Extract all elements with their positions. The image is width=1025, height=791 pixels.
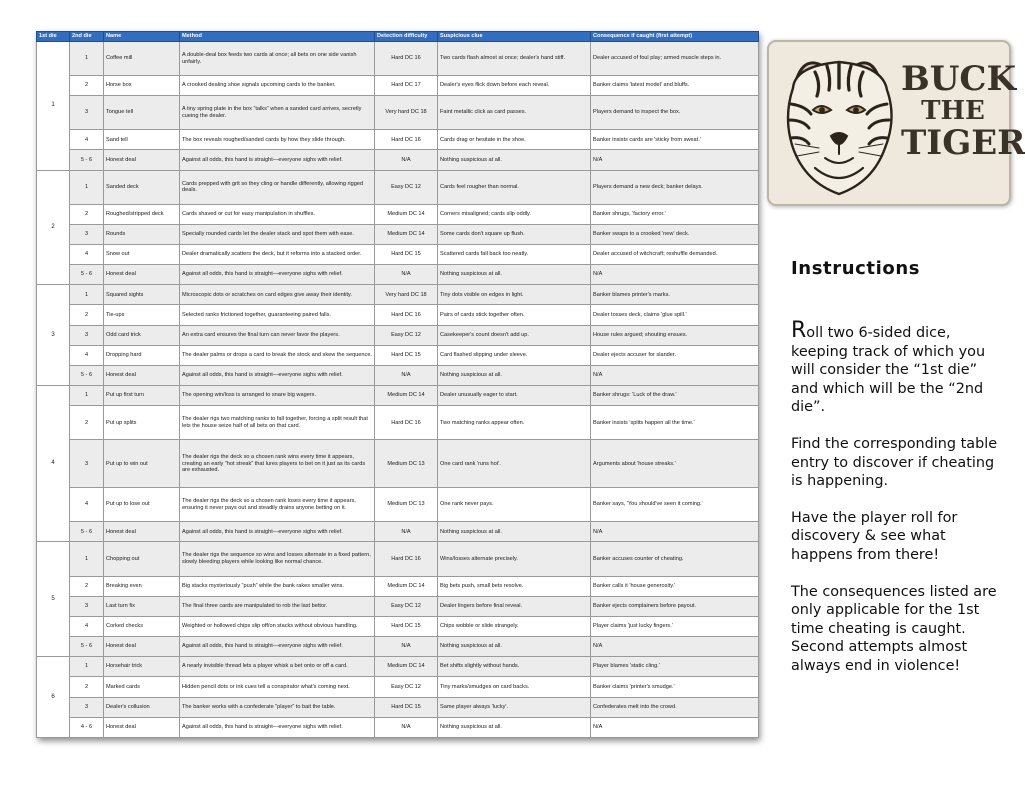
- die2-cell: 3: [70, 697, 104, 717]
- method-cell: A crooked dealing shoe signals upcoming cards to the banker.: [180, 76, 375, 96]
- name-cell: Honest deal: [104, 717, 180, 737]
- clue-cell: Two cards flash almost at once; dealer's hand stiff.: [438, 42, 591, 76]
- name-cell: Horse box: [104, 76, 180, 96]
- name-cell: Breaking even: [104, 576, 180, 596]
- method-cell: The dealer rigs the deck so a chosen rank loses every time it appears, ensuring it never pays out and steadily drains anyone betting on it.: [180, 488, 375, 522]
- table-row: [37, 345, 759, 365]
- name-cell: Tongue tell: [104, 96, 180, 130]
- die2-cell: 2: [70, 204, 104, 224]
- difficulty-cell: N/A: [375, 522, 438, 542]
- table-row: [37, 576, 759, 596]
- table-row: [37, 542, 759, 576]
- method-cell: Against all odds, this hand is straight—everyone sighs with relief.: [180, 265, 375, 285]
- table-row: [37, 616, 759, 636]
- method-cell: Against all odds, this hand is straight—everyone sighs with relief.: [180, 150, 375, 170]
- die2-cell: 2: [70, 76, 104, 96]
- die2-cell: 2: [70, 576, 104, 596]
- die2-cell: 4: [70, 244, 104, 264]
- die2-cell: 4 - 6: [70, 717, 104, 737]
- clue-cell: Casekeeper's count doesn't add up.: [438, 325, 591, 345]
- difficulty-cell: Hard DC 15: [375, 345, 438, 365]
- clue-cell: Nothing suspicious at all.: [438, 150, 591, 170]
- table-row: [37, 325, 759, 345]
- consequence-cell: Player blames 'static cling.': [591, 657, 759, 677]
- difficulty-cell: Hard DC 16: [375, 406, 438, 440]
- table-row: [37, 488, 759, 522]
- name-cell: Snow out: [104, 244, 180, 264]
- clue-cell: Scattered cards fall back too neatly.: [438, 244, 591, 264]
- difficulty-cell: Very hard DC 18: [375, 285, 438, 305]
- column-header: 1st die: [37, 32, 70, 42]
- die2-cell: 4: [70, 488, 104, 522]
- clue-cell: One rank never pays.: [438, 488, 591, 522]
- name-cell: Last turn fix: [104, 596, 180, 616]
- die1-cell: 3: [37, 285, 70, 386]
- consequence-cell: House rules argued; shouting ensues.: [591, 325, 759, 345]
- consequence-cell: Players demand a new deck; banker delays.: [591, 170, 759, 204]
- clue-cell: Nothing suspicious at all.: [438, 717, 591, 737]
- difficulty-cell: Hard DC 16: [375, 42, 438, 76]
- table-row: [37, 697, 759, 717]
- table-row: [37, 150, 759, 170]
- cheating-table-sheet: [36, 31, 758, 738]
- die2-cell: 3: [70, 325, 104, 345]
- die2-cell: 1: [70, 170, 104, 204]
- die2-cell: 3: [70, 596, 104, 616]
- clue-cell: Card flashed slipping under sleeve.: [438, 345, 591, 365]
- table-row: [37, 522, 759, 542]
- name-cell: Honest deal: [104, 365, 180, 385]
- die2-cell: 3: [70, 96, 104, 130]
- die2-cell: 5 - 6: [70, 265, 104, 285]
- consequence-cell: Arguments about 'house streaks.': [591, 440, 759, 488]
- consequence-cell: N/A: [591, 150, 759, 170]
- method-cell: An extra card ensures the final turn can never favor the players.: [180, 325, 375, 345]
- method-cell: A double-deal box feeds two cards at once; all bets on one side vanish unfairly.: [180, 42, 375, 76]
- column-header: Method: [180, 32, 375, 42]
- instructions-paragraph-1: [791, 318, 1001, 417]
- clue-cell: Dealer lingers before final reveal.: [438, 596, 591, 616]
- difficulty-cell: Medium DC 14: [375, 204, 438, 224]
- difficulty-cell: Medium DC 14: [375, 224, 438, 244]
- die2-cell: 4: [70, 616, 104, 636]
- die2-cell: 1: [70, 542, 104, 576]
- consequence-cell: Banker calls it 'house generosity.': [591, 576, 759, 596]
- difficulty-cell: Medium DC 13: [375, 488, 438, 522]
- difficulty-cell: Medium DC 14: [375, 386, 438, 406]
- method-cell: The dealer palms or drops a card to break the stock and skew the sequence.: [180, 345, 375, 365]
- clue-cell: Nothing suspicious at all.: [438, 522, 591, 542]
- column-header: Consequence if caught (first attempt): [591, 32, 759, 42]
- table-row: [37, 76, 759, 96]
- difficulty-cell: Easy DC 12: [375, 325, 438, 345]
- method-cell: Cards prepped with grit so they cling or handle differently, allowing rigged deals.: [180, 170, 375, 204]
- method-cell: The final three cards are manipulated to rob the last bettor.: [180, 596, 375, 616]
- method-cell: The dealer rigs the deck so a chosen rank wins every time it appears, creating an early “hot streak” that lures players to bet on it just as its cards are exhausted.: [180, 440, 375, 488]
- difficulty-cell: Very hard DC 18: [375, 96, 438, 130]
- consequence-cell: Banker accuses counter of cheating.: [591, 542, 759, 576]
- die2-cell: 1: [70, 285, 104, 305]
- method-cell: Cards shaved or cut for easy manipulation in shuffles.: [180, 204, 375, 224]
- difficulty-cell: N/A: [375, 265, 438, 285]
- difficulty-cell: N/A: [375, 150, 438, 170]
- difficulty-cell: Medium DC 14: [375, 576, 438, 596]
- clue-cell: Same player always 'lucky'.: [438, 697, 591, 717]
- difficulty-cell: Easy DC 12: [375, 677, 438, 697]
- difficulty-cell: Easy DC 12: [375, 596, 438, 616]
- die1-cell: 6: [37, 657, 70, 738]
- instructions-p1-text: oll two 6-sided dice, keeping track of which you will consider the “1st die” and which will be the “2nd die”.: [791, 325, 986, 416]
- name-cell: Dealer's collusion: [104, 697, 180, 717]
- clue-cell: Nothing suspicious at all.: [438, 265, 591, 285]
- consequence-cell: Players demand to inspect the box.: [591, 96, 759, 130]
- consequence-cell: N/A: [591, 637, 759, 657]
- method-cell: The banker works with a confederate “player” to bait the table.: [180, 697, 375, 717]
- clue-cell: Big bets push, small bets resolve.: [438, 576, 591, 596]
- clue-cell: Some cards don't square up flush.: [438, 224, 591, 244]
- table-row: [37, 365, 759, 385]
- method-cell: The opening win/loss is arranged to snare big wagers.: [180, 386, 375, 406]
- difficulty-cell: Hard DC 15: [375, 616, 438, 636]
- die2-cell: 2: [70, 406, 104, 440]
- drop-cap: R: [791, 318, 807, 343]
- name-cell: Put up splits: [104, 406, 180, 440]
- method-cell: Against all odds, this hand is straight—everyone sighs with relief.: [180, 637, 375, 657]
- method-cell: Against all odds, this hand is straight—everyone sighs with relief.: [180, 365, 375, 385]
- difficulty-cell: Hard DC 16: [375, 542, 438, 576]
- clue-cell: Tiny marks/smudges on card backs.: [438, 677, 591, 697]
- method-cell: Selected ranks frictioned together, guaranteeing paired falls.: [180, 305, 375, 325]
- table-row: [37, 96, 759, 130]
- method-cell: The dealer rigs the sequence so wins and losses alternate in a fixed pattern, slowly bleeding players while looking like normal chance.: [180, 542, 375, 576]
- difficulty-cell: N/A: [375, 637, 438, 657]
- die2-cell: 5 - 6: [70, 150, 104, 170]
- method-cell: A tiny spring plate in the box “talks” when a sanded card arrives, secretly cueing the dealer.: [180, 96, 375, 130]
- name-cell: Rounds: [104, 224, 180, 244]
- clue-cell: Nothing suspicious at all.: [438, 637, 591, 657]
- name-cell: Chopping out: [104, 542, 180, 576]
- instructions-title: Instructions: [791, 258, 921, 279]
- consequence-cell: Banker blames printer's marks.: [591, 285, 759, 305]
- die2-cell: 5 - 6: [70, 522, 104, 542]
- die2-cell: 3: [70, 224, 104, 244]
- consequence-cell: Banker says, 'You should've seen it coming.': [591, 488, 759, 522]
- table-row: [37, 637, 759, 657]
- name-cell: Coffee mill: [104, 42, 180, 76]
- die1-cell: 2: [37, 170, 70, 285]
- die2-cell: 5 - 6: [70, 637, 104, 657]
- table-row: [37, 265, 759, 285]
- name-cell: Honest deal: [104, 265, 180, 285]
- name-cell: Marked cards: [104, 677, 180, 697]
- difficulty-cell: N/A: [375, 365, 438, 385]
- consequence-cell: N/A: [591, 265, 759, 285]
- consequence-cell: Banker insists cards are 'sticky from sweat.': [591, 130, 759, 150]
- difficulty-cell: Medium DC 13: [375, 440, 438, 488]
- clue-cell: Nothing suspicious at all.: [438, 365, 591, 385]
- logo-word-the: THE: [921, 96, 985, 126]
- die2-cell: 3: [70, 440, 104, 488]
- die2-cell: 2: [70, 305, 104, 325]
- table-row: [37, 386, 759, 406]
- column-header: Name: [104, 32, 180, 42]
- logo-word-buck: BUCK: [901, 59, 1016, 99]
- name-cell: Honest deal: [104, 637, 180, 657]
- name-cell: Odd card trick: [104, 325, 180, 345]
- clue-cell: Cards drag or hesitate in the shoe.: [438, 130, 591, 150]
- difficulty-cell: Hard DC 15: [375, 244, 438, 264]
- instructions-paragraph-4: The consequences listed are only applicable for the 1st time cheating is caught. Second attempts almost always end in violence!: [791, 583, 997, 674]
- clue-cell: Pairs of cards stick together often.: [438, 305, 591, 325]
- name-cell: Sand tell: [104, 130, 180, 150]
- name-cell: Tie-ups: [104, 305, 180, 325]
- consequence-cell: Dealer ejects accuser for slander.: [591, 345, 759, 365]
- table-row: [37, 677, 759, 697]
- column-header: 2nd die: [70, 32, 104, 42]
- name-cell: Honest deal: [104, 150, 180, 170]
- clue-cell: Cards feel rougher than normal.: [438, 170, 591, 204]
- table-header-row: [37, 32, 759, 42]
- difficulty-cell: Hard DC 16: [375, 305, 438, 325]
- consequence-cell: Banker shrugs, 'factory error.': [591, 204, 759, 224]
- name-cell: Roughed/stripped deck: [104, 204, 180, 224]
- die1-cell: 5: [37, 542, 70, 657]
- name-cell: Sanded deck: [104, 170, 180, 204]
- table-row: [37, 224, 759, 244]
- name-cell: Squared sights: [104, 285, 180, 305]
- die2-cell: 4: [70, 345, 104, 365]
- clue-cell: Bet shifts slightly without hands.: [438, 657, 591, 677]
- consequence-cell: Banker claims 'printer's smudge.': [591, 677, 759, 697]
- method-cell: Specially rounded cards let the dealer stack and spot them with ease.: [180, 224, 375, 244]
- instructions-text: [791, 318, 1001, 694]
- method-cell: A nearly invisible thread lets a player whisk a bet onto or off a card.: [180, 657, 375, 677]
- die2-cell: 4: [70, 130, 104, 150]
- die2-cell: 1: [70, 386, 104, 406]
- difficulty-cell: N/A: [375, 717, 438, 737]
- clue-cell: Corners misaligned; cards slip oddly.: [438, 204, 591, 224]
- consequence-cell: Player claims 'just lucky fingers.': [591, 616, 759, 636]
- difficulty-cell: Hard DC 15: [375, 697, 438, 717]
- consequence-cell: N/A: [591, 717, 759, 737]
- instructions-paragraph-3: Have the player roll for discovery & see what happens from there!: [791, 509, 958, 563]
- consequence-cell: Dealer accused of witchcraft; reshuffle demanded.: [591, 244, 759, 264]
- clue-cell: Faint metallic click as card passes.: [438, 96, 591, 130]
- table-row: [37, 170, 759, 204]
- table-row: [37, 130, 759, 150]
- table-row: [37, 596, 759, 616]
- consequence-cell: Dealer tosses deck, claims 'glue spill.': [591, 305, 759, 325]
- die2-cell: 5 - 6: [70, 365, 104, 385]
- instructions-paragraph-2: Find the corresponding table entry to discover if cheating is happening.: [791, 435, 998, 490]
- clue-cell: Two matching ranks appear often.: [438, 406, 591, 440]
- table-row: [37, 406, 759, 440]
- table-row: [37, 204, 759, 224]
- die1-cell: 4: [37, 386, 70, 542]
- name-cell: Put up first turn: [104, 386, 180, 406]
- column-header: Detection difficulty: [375, 32, 438, 42]
- method-cell: Microscopic dots or scratches on card edges give away their identity.: [180, 285, 375, 305]
- logo-word-tiger: TIGER: [901, 123, 1025, 163]
- consequence-cell: Banker insists 'splits happen all the time.': [591, 406, 759, 440]
- consequence-cell: Banker swaps to a crooked 'new' deck.: [591, 224, 759, 244]
- consequence-cell: Confederates melt into the crowd.: [591, 697, 759, 717]
- difficulty-cell: Hard DC 17: [375, 76, 438, 96]
- consequence-cell: N/A: [591, 522, 759, 542]
- name-cell: Corked checks: [104, 616, 180, 636]
- consequence-cell: Banker shrugs: 'Luck of the draw.': [591, 386, 759, 406]
- method-cell: The dealer rigs two matching ranks to fall together, forcing a split result that lets the house seize half of all bets on that card.: [180, 406, 375, 440]
- name-cell: Put up to lose out: [104, 488, 180, 522]
- table-row: [37, 285, 759, 305]
- method-cell: Hidden pencil dots or ink cues tell a conspirator what's coming next.: [180, 677, 375, 697]
- method-cell: Against all odds, this hand is straight—everyone sighs with relief.: [180, 522, 375, 542]
- die1-cell: 1: [37, 42, 70, 171]
- table-row: [37, 305, 759, 325]
- name-cell: Horsehair trick: [104, 657, 180, 677]
- tiger-head-icon: [775, 48, 905, 202]
- consequence-cell: Dealer accused of foul play; armed muscle steps in.: [591, 42, 759, 76]
- difficulty-cell: Medium DC 14: [375, 657, 438, 677]
- die2-cell: 1: [70, 42, 104, 76]
- clue-cell: Tiny dots visible on edges in light.: [438, 285, 591, 305]
- cheating-table: [36, 31, 759, 738]
- table-row: [37, 657, 759, 677]
- method-cell: Big stacks mysteriously “push” while the bank rakes smaller wins.: [180, 576, 375, 596]
- method-cell: Weighted or hollowed chips slip off/on stacks without obvious handling.: [180, 616, 375, 636]
- clue-cell: Dealer's eyes flick down before each reveal.: [438, 76, 591, 96]
- name-cell: Dropping hard: [104, 345, 180, 365]
- consequence-cell: Banker claims 'latest model' and bluffs.: [591, 76, 759, 96]
- column-header: Suspicious clue: [438, 32, 591, 42]
- clue-cell: Dealer unusually eager to start.: [438, 386, 591, 406]
- buck-the-tiger-logo: [767, 40, 1025, 206]
- clue-cell: Wins/losses alternate precisely.: [438, 542, 591, 576]
- table-row: [37, 440, 759, 488]
- method-cell: Dealer dramatically scatters the deck, but it reforms into a stacked order.: [180, 244, 375, 264]
- method-cell: The box reveals roughed/sanded cards by how they slide through.: [180, 130, 375, 150]
- table-body: [37, 42, 759, 738]
- table-row: [37, 42, 759, 76]
- clue-cell: Chips wobble or slide strangely.: [438, 616, 591, 636]
- name-cell: Put up to win out: [104, 440, 180, 488]
- name-cell: Honest deal: [104, 522, 180, 542]
- consequence-cell: N/A: [591, 365, 759, 385]
- method-cell: Against all odds, this hand is straight—everyone sighs with relief.: [180, 717, 375, 737]
- table-row: [37, 717, 759, 737]
- difficulty-cell: Hard DC 16: [375, 130, 438, 150]
- die2-cell: 2: [70, 677, 104, 697]
- die2-cell: 1: [70, 657, 104, 677]
- difficulty-cell: Easy DC 12: [375, 170, 438, 204]
- consequence-cell: Banker ejects complainers before payout.: [591, 596, 759, 616]
- logo-title: [901, 59, 1025, 163]
- table-row: [37, 244, 759, 264]
- clue-cell: One card rank 'runs hot'.: [438, 440, 591, 488]
